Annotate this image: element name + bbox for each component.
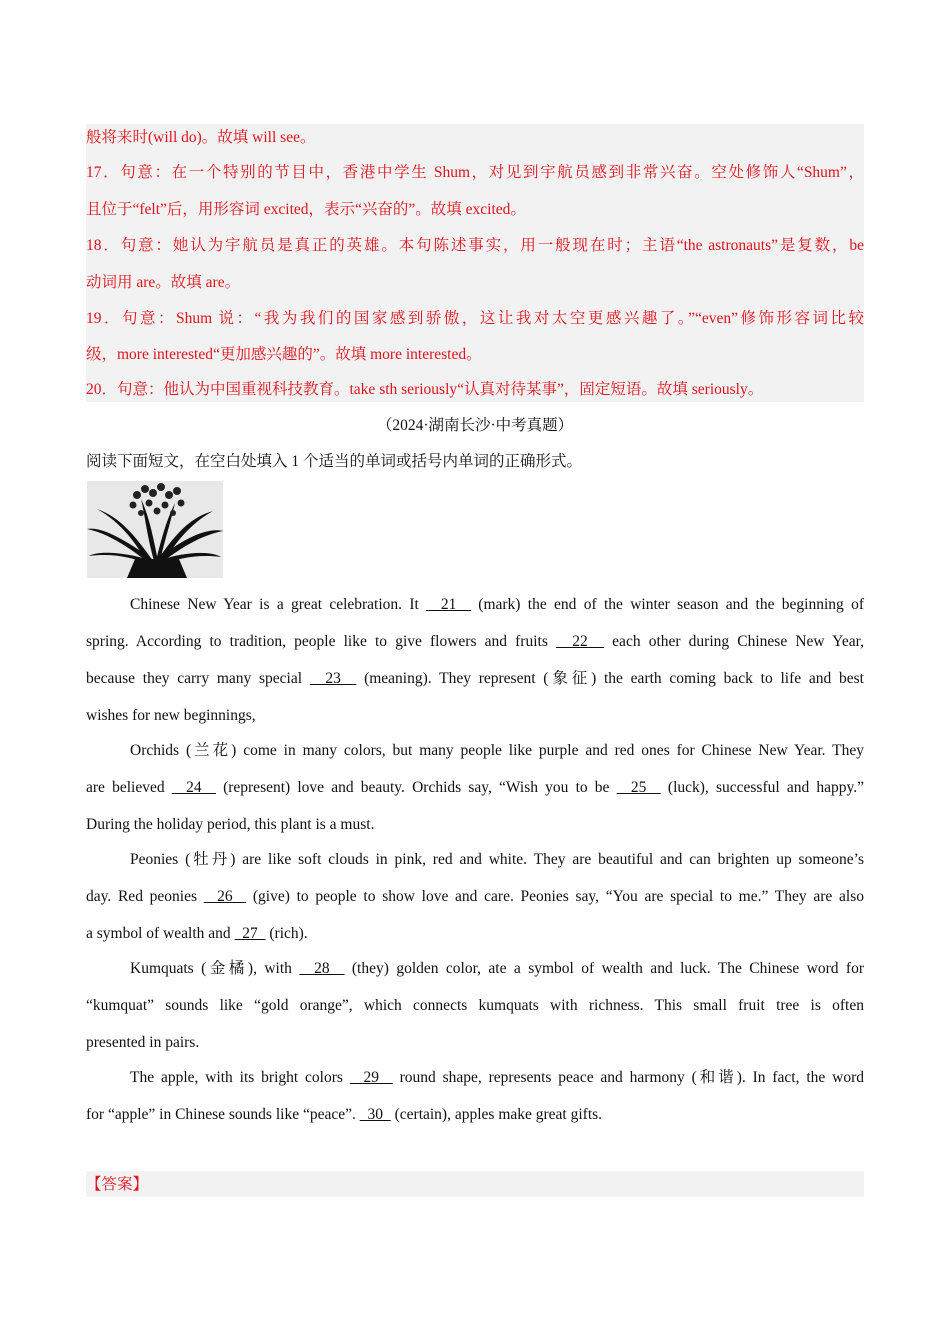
passage-line: Peonies (牡丹) are like soft clouds in pink, red and white. They are beautiful and can brighten up someone’s: [130, 851, 864, 868]
passage-line: because they carry many special 23 (meaning). They represent (象征) the earth coming back to life and best: [86, 670, 864, 687]
passage-line: During the holiday period, this plant is a must.: [86, 816, 375, 833]
question-instruction: 阅读下面短文，在空白处填入 1 个适当的单词或括号内单词的正确形式。: [86, 453, 583, 470]
answer-18-line1: 18．句意：她认为宇航员是真正的英雄。本句陈述事实，用一般现在时；主语“the astronauts”是复数，be: [86, 237, 864, 254]
answer-19-line2: 级，more interested“更加感兴趣的”。故填 more interested。: [86, 346, 482, 363]
blank-30[interactable]: 30: [359, 1106, 391, 1123]
passage-line: Chinese New Year is a great celebration. It 21 (mark) the end of the winter season and the beginning of: [130, 596, 864, 613]
blank-22[interactable]: 22: [556, 633, 605, 650]
passage-line: spring. According to tradition, people like to give flowers and fruits 22 each other during Chinese New Year,: [86, 633, 865, 650]
answer-line: 般将来时(will do)。故填 will see。: [86, 129, 316, 146]
answer-18-line2: 动词用 are。故填 are。: [86, 274, 241, 291]
passage-line: Orchids (兰花) come in many colors, but many people like purple and red ones for Chinese New Year. They: [130, 742, 864, 759]
answer-header: 【答案】: [86, 1176, 149, 1193]
question-source: （2024·湖南长沙·中考真题）: [376, 417, 574, 434]
passage-line: day. Red peonies 26 (give) to people to show love and care. Peonies say, “You are special to me.” They are also: [86, 888, 864, 905]
answer-17-line1: 17．句意：在一个特别的节目中，香港中学生 Shum，对见到宇航员感到非常兴奋。空处修饰人“Shum”，: [86, 164, 864, 181]
answer-19-line1: 19．句意：Shum 说：“我为我们的国家感到骄傲，这让我对太空更感兴趣了。”“even”修饰形容词比较: [86, 310, 864, 327]
passage-line: “kumquat” sounds like “gold orange”, which connects kumquats with richness. This small fruit tree is often: [86, 997, 864, 1014]
passage-line: wishes for new beginnings,: [86, 707, 256, 724]
blank-24[interactable]: 24: [171, 779, 216, 796]
answer-20-line: 20．句意：他认为中国重视科技教育。take sth seriously“认真对待某事”，固定短语。故填 seriously。: [86, 381, 764, 398]
passage-line: Kumquats (金橘), with 28 (they) golden color, ate a symbol of wealth and luck. The Chinese word for: [130, 960, 864, 977]
blank-25[interactable]: 25: [616, 779, 661, 796]
passage-line: a symbol of wealth and 27 (rich).: [86, 925, 308, 942]
answer-17-line2: 且位于“felt”后，用形容词 excited，表示“兴奋的”。故填 excited。: [86, 201, 526, 218]
blank-29[interactable]: 29: [349, 1069, 393, 1086]
passage-line: are believed 24 (represent) love and beauty. Orchids say, “Wish you to be 25 (luck), successful and happy.”: [86, 779, 864, 796]
orchid-plant-image: [87, 481, 223, 578]
blank-23[interactable]: 23: [309, 670, 357, 687]
passage-line: for “apple” in Chinese sounds like “peace”. 30 (certain), apples make great gifts.: [86, 1106, 603, 1123]
blank-27[interactable]: 27: [234, 925, 266, 942]
blank-28[interactable]: 28: [299, 960, 345, 977]
passage-line: The apple, with its bright colors 29 round shape, represents peace and harmony (和谐). In fact, the word: [130, 1069, 864, 1086]
blank-21[interactable]: 21: [426, 596, 471, 613]
passage-line: presented in pairs.: [86, 1034, 200, 1051]
blank-26[interactable]: 26: [203, 888, 247, 905]
